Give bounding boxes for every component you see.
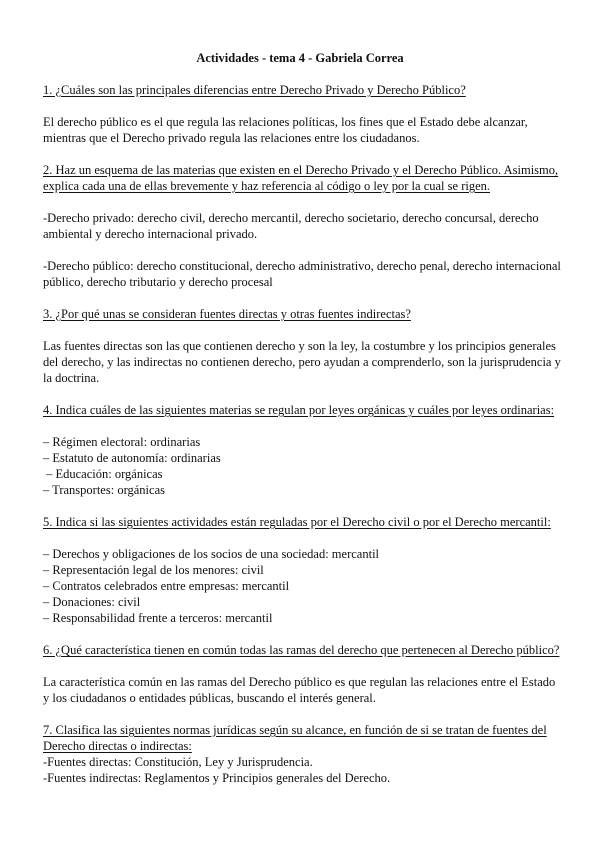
answer-2-private: -Derecho privado: derecho civil, derecho mercantil, derecho societario, derecho concursal, derecho ambiental y derecho internacional privado. <box>43 211 539 241</box>
list-item: -Fuentes indirectas: Reglamentos y Principios generales del Derecho. <box>43 771 391 785</box>
question-5: 5. Indica si las siguientes actividades están reguladas por el Derecho civil o por el Derecho mercantil: <box>43 515 551 529</box>
list-item: – Estatuto de autonomía: ordinarias <box>43 451 221 465</box>
list-item: – Responsabilidad frente a terceros: mercantil <box>43 611 273 625</box>
answer-6: La característica común en las ramas del Derecho público es que regulan las relaciones entre el Estado y los ciudadanos o entidades públicas, buscando el interés general. <box>43 675 556 705</box>
question-6: 6. ¿Qué característica tienen en común todas las ramas del derecho que pertenecen al Derecho público? <box>43 643 560 657</box>
answer-3: Las fuentes directas son las que contienen derecho y son la ley, la costumbre y los principios generales del derecho, y las indirectas no contienen derecho, pero ayudan a comprenderlo, son la jurisprudencia y la doctrina. <box>43 339 561 385</box>
list-item: – Contratos celebrados entre empresas: mercantil <box>43 579 290 593</box>
answer-1: El derecho público es el que regula las relaciones políticas, los fines que el Estado debe alcanzar, mientras que el Derecho privado regula las relaciones entre los ciudadanos. <box>43 115 528 145</box>
list-item: – Educación: orgánicas <box>43 467 163 481</box>
question-1: 1. ¿Cuáles son las principales diferencias entre Derecho Privado y Derecho Público? <box>43 83 466 97</box>
list-item: – Transportes: orgánicas <box>43 483 165 497</box>
list-item: – Régimen electoral: ordinarias <box>43 435 201 449</box>
list-item: -Fuentes directas: Constitución, Ley y Jurisprudencia. <box>43 755 313 769</box>
question-4: 4. Indica cuáles de las siguientes materias se regulan por leyes orgánicas y cuáles por leyes ordinarias: <box>43 403 555 417</box>
answer-2-public: -Derecho público: derecho constitucional, derecho administrativo, derecho penal, derecho internacional público, derecho tributario y derecho procesal <box>43 259 561 289</box>
document-title: Actividades - tema 4 - Gabriela Correa <box>196 51 404 65</box>
question-3: 3. ¿Por qué unas se consideran fuentes directas y otras fuentes indirectas? <box>43 307 411 321</box>
list-item: – Derechos y obligaciones de los socios de una sociedad: mercantil <box>43 547 380 561</box>
list-item: – Representación legal de los menores: civil <box>43 563 264 577</box>
question-7: 7. Clasifica las siguientes normas jurídicas según su alcance, en función de si se tratan de fuentes del Derecho directas o indirectas: <box>43 723 547 753</box>
question-2: 2. Haz un esquema de las materias que existen en el Derecho Privado y el Derecho Público. Asimismo, explica cada una de ellas brevemente y haz referencia al código o ley por la cual se rigen. <box>43 163 559 193</box>
list-item: – Donaciones: civil <box>43 595 141 609</box>
